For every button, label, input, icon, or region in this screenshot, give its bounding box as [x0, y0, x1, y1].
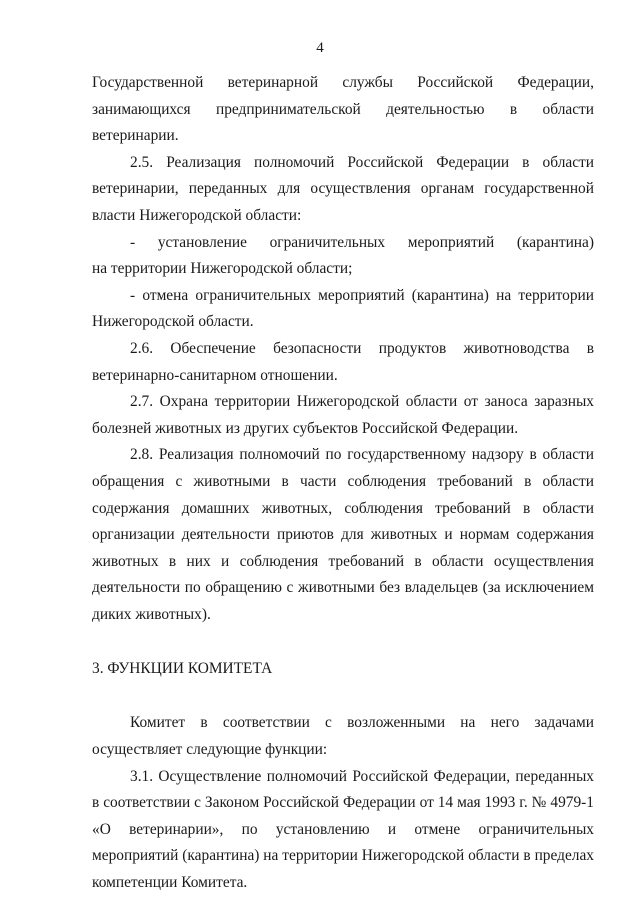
list-item-establish-quarantine-cont: на территории Нижегородской области; — [92, 260, 353, 278]
paragraph-continuation: Государственной ветеринарной службы Российской Федерации, занимающихся предпринимательской деятельностью в области ветеринарии. — [92, 74, 594, 145]
page-number: 4 — [316, 40, 324, 56]
paragraph-2-7: 2.7. Охрана территории Нижегородской области от заноса заразных болезней животных из других субъектов Российской Федерации. — [92, 393, 594, 437]
paragraph-3-1: 3.1. Осуществление полномочий Российской Федерации, переданных в соответствии с Законом Российской Федерации от 14 мая 1993 г. № 4979-1 «О ветеринарии», по установлению и отмене ограничительных мероприятий (карантина) на территории Нижегородской области в пределах компетенции Комитета. — [92, 767, 594, 892]
section-title: 3. ФУНКЦИИ КОМИТЕТА — [92, 660, 273, 678]
list-item-establish-quarantine: - установление ограничительных мероприятий (карантина) — [130, 233, 594, 251]
paragraph-2-8: 2.8. Реализация полномочий по государственному надзору в области обращения с животными в части соблюдения требований в области содержания домашних животных, соблюдения требований в области организации деятельности приютов для животных и нормам содержания животных в них и соблюдения требований в области осуществления деятельности по обращению с животными без владельцев (за исключением диких животных). — [92, 446, 594, 623]
paragraph-functions-intro: Комитет в соответствии с возложенными на него задачами осуществляет следующие функции: — [92, 714, 594, 759]
paragraph-2-5: 2.5. Реализация полномочий Российской Федерации в области ветеринарии, переданных для осуществления органам государственной власти Нижегородской области: — [92, 153, 594, 224]
paragraph-2-6: 2.6. Обеспечение безопасности продуктов животноводства в ветеринарно-санитарном отношении. — [92, 339, 594, 384]
document-body — [92, 70, 594, 897]
list-item-cancel-quarantine: - отмена ограничительных мероприятий (карантина) на территории Нижегородской области. — [92, 286, 594, 331]
